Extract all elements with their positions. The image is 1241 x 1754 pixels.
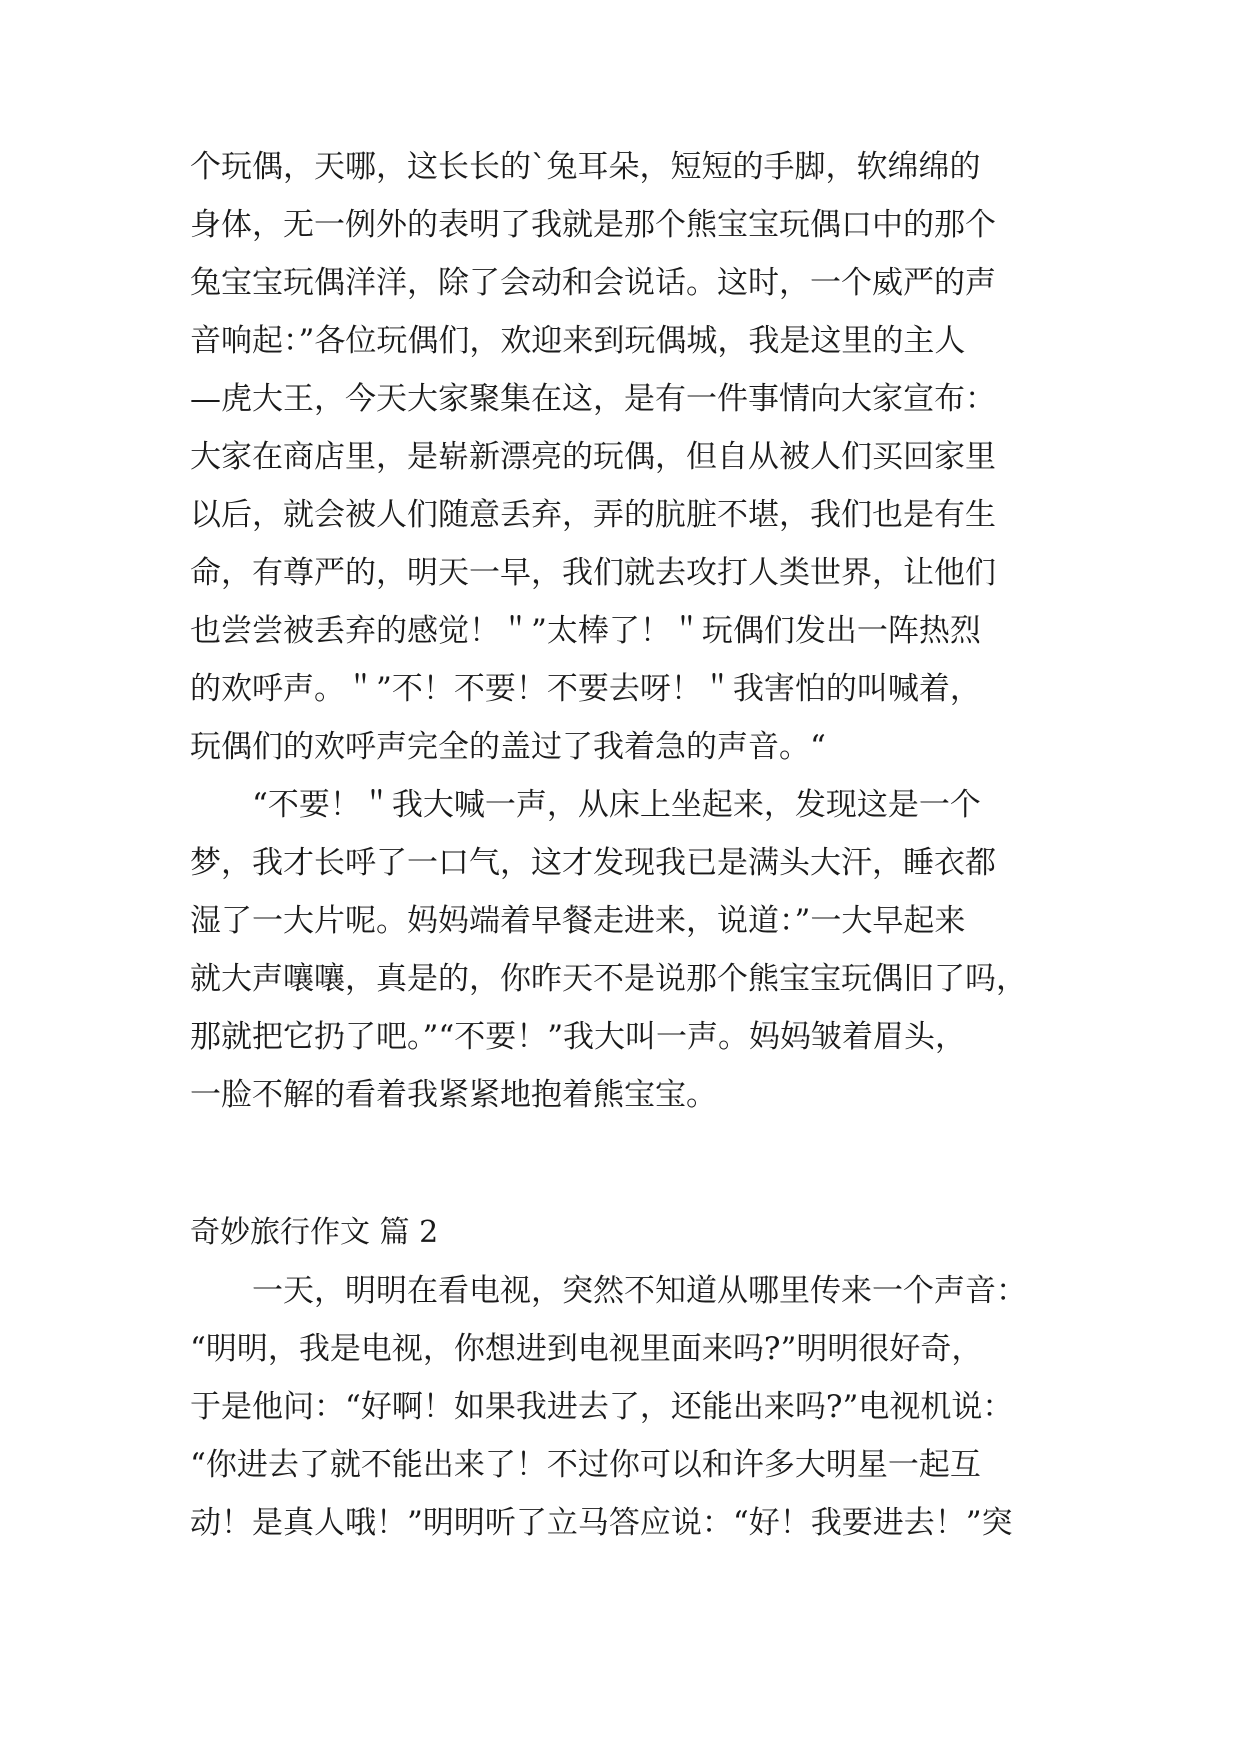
paragraph-line (0, 312, 1241, 370)
paragraph-line (0, 1378, 1241, 1436)
text-line-16: 那就把它扔了吧。”“不要！”我大叫一声。妈妈皱着眉头， (190, 1019, 967, 1055)
paragraph-line (0, 428, 1241, 486)
paragraph-line (0, 486, 1241, 544)
text-line-2: 身体，无一例外的表明了我就是那个熊宝宝玩偶口中的那个 (190, 207, 996, 243)
paragraph-line (0, 950, 1241, 1008)
paragraph-line (0, 1436, 1241, 1494)
paragraph-line (0, 544, 1241, 602)
paragraph-line (0, 602, 1241, 660)
paragraph-line (0, 776, 1241, 834)
text-line-13: 梦，我才长呼了一口气，这才发现我已是满头大汗，睡衣都 (190, 845, 996, 881)
text-line-10: 的欢呼声。＂”不！不要！不要去呀！＂我害怕的叫喊着， (190, 671, 981, 707)
paragraph-line (0, 834, 1241, 892)
text-line-5: —虎大王，今天大家聚集在这，是有一件事情向大家宣布： (190, 381, 996, 417)
paragraph-line (0, 138, 1241, 196)
paragraph-line (0, 1008, 1241, 1066)
paragraph-line (0, 1494, 1241, 1552)
paragraph-line (0, 370, 1241, 428)
text-line-3: 兔宝宝玩偶洋洋，除了会动和会说话。这时，一个威严的声 (190, 265, 996, 301)
text-line-14: 湿了一大片呢。妈妈端着早餐走进来，说道：”一大早起来 (190, 903, 966, 939)
paragraph-line (0, 718, 1241, 776)
text-line-1: 个玩偶，天哪，这长长的`兔耳朵，短短的手脚，软绵绵的 (190, 149, 981, 185)
paragraph-line (0, 1262, 1241, 1320)
paragraph-line (0, 660, 1241, 718)
section-heading (0, 1204, 1241, 1262)
essay2-line-2: “明明，我是电视，你想进到电视里面来吗?”明明很好奇， (190, 1331, 983, 1367)
essay2-line-3: 于是他问：“好啊！如果我进去了，还能出来吗?”电视机说： (190, 1389, 1014, 1425)
text-line-9: 也尝尝被丢弃的感觉！＂”太棒了！＂玩偶们发出一阵热烈 (190, 613, 981, 649)
paragraph-line (0, 1066, 1241, 1124)
paragraph-line (0, 254, 1241, 312)
paragraph-line (0, 1320, 1241, 1378)
essay-title: 奇妙旅行作文 篇 2 (190, 1215, 439, 1250)
text-line-7: 以后，就会被人们随意丢弃，弄的肮脏不堪，我们也是有生 (190, 497, 996, 533)
paragraph-line (0, 196, 1241, 254)
text-line-17: 一脸不解的看着我紧紧地抱着熊宝宝。 (190, 1077, 717, 1113)
text-line-4: 音响起：”各位玩偶们，欢迎来到玩偶城，我是这里的主人 (190, 323, 966, 359)
text-line-6: 大家在商店里，是崭新漂亮的玩偶，但自从被人们买回家里 (190, 439, 996, 475)
paragraph-line (0, 892, 1241, 950)
text-line-8: 命，有尊严的，明天一早，我们就去攻打人类世界，让他们 (190, 555, 996, 591)
text-line-11: 玩偶们的欢呼声完全的盖过了我着急的声音。“ (190, 729, 826, 765)
essay2-line-1: 一天，明明在看电视，突然不知道从哪里传来一个声音： (252, 1273, 1027, 1309)
essay2-line-5: 动！是真人哦！”明明听了立马答应说：“好！我要进去！”突 (190, 1505, 1013, 1541)
text-line-15: 就大声嚷嚷，真是的，你昨天不是说那个熊宝宝玩偶旧了吗， (190, 961, 1027, 997)
text-line-12: “不要！＂我大喊一声，从床上坐起来，发现这是一个 (252, 787, 981, 823)
essay2-line-4: “你进去了就不能出来了！不过你可以和许多大明星一起互 (190, 1447, 981, 1483)
